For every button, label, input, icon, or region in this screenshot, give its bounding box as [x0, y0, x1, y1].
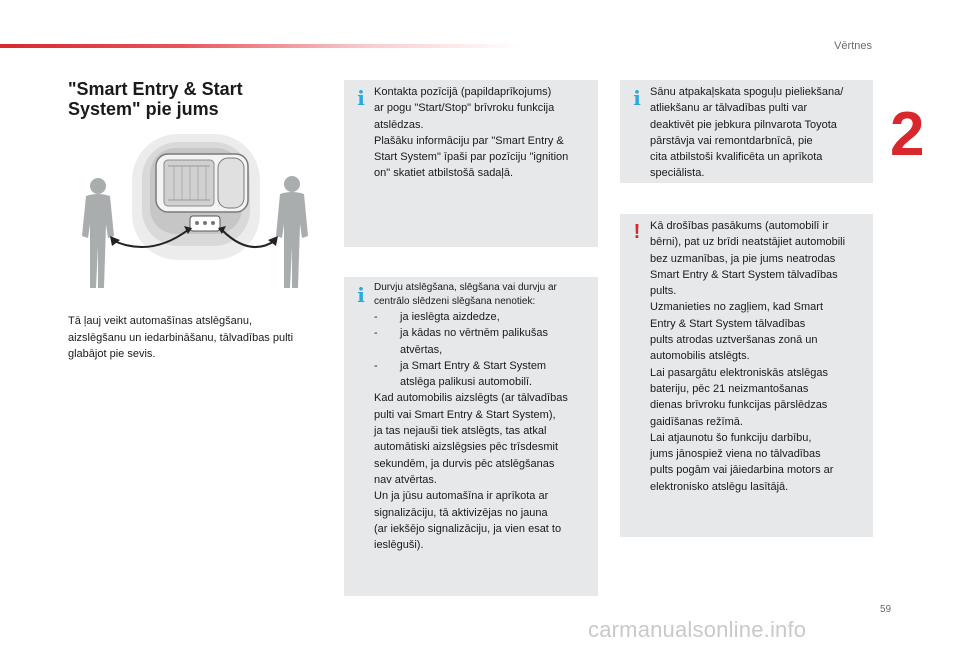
list-item-text: ja ieslēgta aizdedze,: [400, 311, 500, 323]
panel-line: cita atbilstoši kvalificēta un aprīkota: [650, 151, 823, 164]
panel-line: speciālista.: [650, 167, 705, 180]
panel-line: Kā drošības pasākums (automobilī ir: [650, 220, 829, 232]
list-item-text: ja Smart Entry & Start System: [400, 359, 547, 372]
panel-line: pulti vai Smart Entry & Start System),: [374, 408, 556, 421]
list-item-text: ja kādas no vērtnēm palikušas: [400, 327, 548, 340]
page-number: 59: [880, 604, 892, 615]
panel-line: signalizāciju, tā aktivizējas no jauna: [374, 506, 548, 519]
panel-line: elektronisko atslēgu lasītājā.: [650, 480, 789, 493]
panel-line: Kad automobilis aizslēgts (ar tālvadības: [374, 392, 568, 405]
panel-line: Un ja jūsu automašīna ir aprīkota ar: [374, 490, 549, 503]
page-title-line: "Smart Entry & Start: [68, 79, 243, 99]
list-item-text: atslēga palikusi automobilī.: [400, 376, 533, 389]
intro-line: glabājot pie sevis.: [68, 348, 156, 360]
list-item-text: atvērtas,: [400, 343, 443, 356]
panel-line: bez uzmanības, ja pie jums neatrodas: [650, 252, 836, 265]
panel-line: atslēdzas.: [374, 118, 424, 131]
info-panel-mirrors: [620, 80, 873, 183]
panel-line: ar pogu "Start/Stop" brīvroku funkcija: [374, 102, 555, 115]
info-panel-ignition: [344, 80, 598, 247]
panel-line: pults pogām vai jāiedarbina motors ar: [650, 464, 834, 477]
intro-line: Tā ļauj veikt automašīnas atslēgšanu,: [68, 315, 253, 327]
page-title: [68, 79, 298, 119]
panel-line: gaidīšanas režīmā.: [650, 415, 743, 428]
panel-line: Durvju atslēgšana, slēgšana vai durvju ar: [374, 282, 557, 293]
panel-line: Start System" īpaši par pozīciju "ignition: [374, 151, 569, 164]
person-right-icon: [276, 176, 308, 288]
panel-line: bērni), pat uz brīdi neatstājiet automobili: [650, 236, 846, 249]
panel-line: Kontakta pozīcijā (papildaprīkojums): [374, 86, 552, 98]
intro-paragraph: [68, 313, 313, 363]
list-dash: -: [374, 359, 378, 372]
info-icon: i: [633, 86, 641, 110]
panel-line: centrālo slēdzeni slēgšana nenotiek:: [374, 296, 536, 307]
header-accent-bar: [0, 44, 520, 48]
list-item: [374, 325, 590, 358]
key-fob-icon: [190, 216, 220, 231]
panel-line: sekundēm, ja durvis pēc atslēgšanas: [374, 457, 555, 470]
watermark-text: carmanualsonline.info: [588, 617, 807, 642]
panel-line: ieslēguši).: [374, 539, 424, 552]
panel-line: on" skatiet atbilstošā sadaļā.: [374, 167, 514, 180]
list-dash: -: [374, 327, 378, 340]
panel-line: pārstāvja vai remontdarbnīcā, pie: [650, 134, 813, 147]
panel-line: Plašāku informāciju par "Smart Entry &: [374, 134, 564, 147]
panel-line: atliekšanu ar tālvadības pulti var: [650, 102, 808, 115]
panel-line: pults atrodas uztveršanas zonā un: [650, 334, 818, 347]
person-left-icon: [82, 178, 114, 288]
panel-line: Smart Entry & Start System tālvadības: [650, 268, 838, 281]
section-title: Vērtnes: [834, 40, 872, 52]
chapter-number: 2: [890, 100, 925, 169]
panel-line: (ar iekšējo signalizāciju, ja vien esat to: [374, 522, 562, 535]
panel-line: nav atvērtas.: [374, 473, 437, 486]
car-top-view-icon: [156, 154, 248, 212]
info-panel-locking: [344, 277, 598, 596]
list-item: [374, 358, 590, 391]
info-icon: i: [357, 283, 365, 307]
info-icon: i: [357, 86, 365, 110]
panel-line: Lai pasargātu elektroniskās atslēgas: [650, 366, 828, 379]
panel-line: Uzmanieties no zagļiem, kad Smart: [650, 301, 824, 314]
panel-line: Lai atjaunotu šo funkciju darbību,: [650, 431, 812, 444]
warning-panel-safety: [620, 214, 873, 537]
panel-line: ja tas nejauši tiek atslēgts, tas atkal: [374, 425, 547, 438]
warning-icon: !: [633, 221, 641, 243]
panel-line: automobilis atslēgts.: [650, 350, 750, 363]
panel-line: bateriju, pēc 21 neizmantošanas: [650, 382, 809, 395]
smart-entry-range-illustration: [70, 128, 320, 296]
panel-line: pults.: [650, 285, 677, 298]
panel-line: deaktivēt pie jebkura pilnvarota Toyota: [650, 118, 837, 131]
list-item: [374, 309, 590, 325]
panel-line: automātiski aizslēgsies pēc trīsdesmit: [374, 441, 559, 454]
panel-line: Entry & Start System tālvadības: [650, 317, 806, 330]
page-title-line: System" pie jums: [68, 99, 219, 119]
condition-list: [374, 309, 590, 390]
list-dash: -: [374, 311, 378, 323]
panel-line: jums jānospiež viena no tālvadības: [650, 448, 821, 461]
panel-line: Sānu atpakaļskata spoguļu pieliekšana/: [650, 86, 844, 98]
intro-line: aizslēgšanu un iedarbināšanu, tālvadības pulti: [68, 331, 294, 344]
panel-line: dienas brīvroku funkcijas pārslēdzas: [650, 399, 828, 412]
